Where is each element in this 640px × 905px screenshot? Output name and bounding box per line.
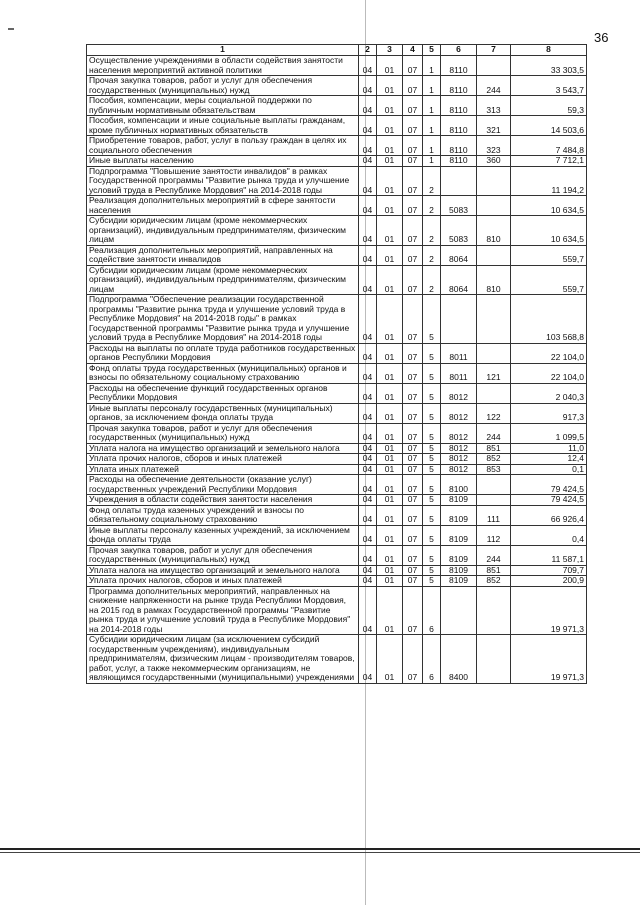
table-row (87, 166, 587, 196)
expense-type-code (477, 635, 511, 684)
subprogram-code: 6 (423, 586, 441, 635)
subsection-code: 01 (377, 383, 403, 403)
subsection-code: 01 (377, 96, 403, 116)
program-code: 07 (403, 96, 423, 116)
row-name: Расходы на обеспечение деятельности (оказание услуг) государственных учреждений Республики Мордовия (87, 475, 359, 495)
subsection-code: 01 (377, 525, 403, 545)
section-code: 04 (359, 295, 377, 344)
row-name: Подпрограмма "Обеспечение реализации государственной программы "Развитие рынка труда и улучшение условий труда в Республике Мордовия" на 2014-2018 годы" в рамках Государственной программы "Развитие рынка труда и улучшение условий труда в Республике Мордовия" на 2014-2018 годы (87, 295, 359, 344)
scan-mark (8, 28, 14, 30)
expense-type-code: 244 (477, 423, 511, 443)
expense-type-code: 852 (477, 576, 511, 587)
table-row (87, 525, 587, 545)
subprogram-code: 1 (423, 116, 441, 136)
subsection-code: 01 (377, 245, 403, 265)
program-code: 07 (403, 423, 423, 443)
subsection-code: 01 (377, 454, 403, 465)
subsection-code: 01 (377, 495, 403, 506)
subsection-code: 01 (377, 363, 403, 383)
row-name: Уплата налога на имущество организаций и земельного налога (87, 443, 359, 454)
row-name: Иные выплаты населению (87, 156, 359, 167)
expense-type-code (477, 166, 511, 196)
subsection-code: 01 (377, 586, 403, 635)
row-name: Субсидии юридическим лицам (кроме некоммерческих организаций), индивидуальным предпринимателям, физическим лицам (87, 265, 359, 295)
expense-type-code (477, 586, 511, 635)
amount: 200,9 (511, 576, 587, 587)
article-code: 8064 (441, 265, 477, 295)
program-code: 07 (403, 635, 423, 684)
table-row (87, 635, 587, 684)
page-number: 36 (594, 30, 609, 45)
program-code: 07 (403, 383, 423, 403)
table-row (87, 216, 587, 246)
column-header: 2 (359, 45, 377, 56)
program-code: 07 (403, 505, 423, 525)
section-code: 04 (359, 216, 377, 246)
program-code: 07 (403, 136, 423, 156)
article-code: 8109 (441, 576, 477, 587)
subprogram-code: 1 (423, 136, 441, 156)
program-code: 07 (403, 295, 423, 344)
section-code: 04 (359, 156, 377, 167)
row-name: Подпрограмма "Повышение занятости инвалидов" в рамках Государственной программы "Развитие рынка труда и улучшение условий труда в Республике Мордовия" на 2014-2018 годы (87, 166, 359, 196)
section-code: 04 (359, 565, 377, 576)
subprogram-code: 2 (423, 216, 441, 246)
section-code: 04 (359, 475, 377, 495)
subsection-code: 01 (377, 116, 403, 136)
expense-type-code: 851 (477, 565, 511, 576)
expense-type-code: 810 (477, 265, 511, 295)
amount: 7 484,8 (511, 136, 587, 156)
article-code (441, 166, 477, 196)
amount: 66 926,4 (511, 505, 587, 525)
row-name: Прочая закупка товаров, работ и услуг для обеспечения государственных (муниципальных) нужд (87, 423, 359, 443)
subsection-code: 01 (377, 295, 403, 344)
expense-type-code: 244 (477, 545, 511, 565)
expense-type-code (477, 343, 511, 363)
subprogram-code: 5 (423, 576, 441, 587)
expense-type-code: 313 (477, 96, 511, 116)
subprogram-code: 5 (423, 443, 441, 454)
column-header: 6 (441, 45, 477, 56)
subprogram-code: 5 (423, 525, 441, 545)
article-code: 8011 (441, 343, 477, 363)
article-code: 8012 (441, 383, 477, 403)
article-code: 8109 (441, 495, 477, 506)
table-row (87, 136, 587, 156)
article-code: 8109 (441, 525, 477, 545)
section-code: 04 (359, 383, 377, 403)
article-code: 8012 (441, 443, 477, 454)
section-code: 04 (359, 136, 377, 156)
row-name: Уплата налога на имущество организаций и земельного налога (87, 565, 359, 576)
subprogram-code: 1 (423, 96, 441, 116)
amount: 19 971,3 (511, 586, 587, 635)
scan-border-line (0, 848, 640, 850)
subprogram-code: 2 (423, 265, 441, 295)
amount: 79 424,5 (511, 475, 587, 495)
subprogram-code: 5 (423, 343, 441, 363)
amount: 709,7 (511, 565, 587, 576)
section-code: 04 (359, 464, 377, 475)
header-row (87, 45, 587, 56)
subsection-code: 01 (377, 216, 403, 246)
table-row (87, 245, 587, 265)
expense-type-code: 360 (477, 156, 511, 167)
subsection-code: 01 (377, 343, 403, 363)
expense-type-code (477, 475, 511, 495)
program-code: 07 (403, 265, 423, 295)
amount: 12,4 (511, 454, 587, 465)
section-code: 04 (359, 423, 377, 443)
article-code: 8109 (441, 545, 477, 565)
amount: 0,4 (511, 525, 587, 545)
table-row (87, 156, 587, 167)
subprogram-code: 5 (423, 363, 441, 383)
section-code: 04 (359, 96, 377, 116)
amount: 19 971,3 (511, 635, 587, 684)
amount: 33 303,5 (511, 56, 587, 76)
subsection-code: 01 (377, 166, 403, 196)
table-row (87, 116, 587, 136)
amount: 22 104,0 (511, 363, 587, 383)
section-code: 04 (359, 245, 377, 265)
table-row (87, 545, 587, 565)
article-code: 8012 (441, 454, 477, 465)
amount: 0,1 (511, 464, 587, 475)
expense-type-code: 122 (477, 403, 511, 423)
column-header: 3 (377, 45, 403, 56)
program-code: 07 (403, 363, 423, 383)
budget-table (86, 44, 587, 684)
program-code: 07 (403, 525, 423, 545)
subsection-code: 01 (377, 635, 403, 684)
program-code: 07 (403, 343, 423, 363)
amount: 559,7 (511, 265, 587, 295)
table-row (87, 295, 587, 344)
program-code: 07 (403, 56, 423, 76)
subsection-code: 01 (377, 464, 403, 475)
subsection-code: 01 (377, 136, 403, 156)
section-code: 04 (359, 635, 377, 684)
article-code: 8012 (441, 423, 477, 443)
program-code: 07 (403, 76, 423, 96)
article-code: 8110 (441, 156, 477, 167)
amount: 2 040,3 (511, 383, 587, 403)
amount: 14 503,6 (511, 116, 587, 136)
article-code (441, 586, 477, 635)
program-code: 07 (403, 196, 423, 216)
program-code: 07 (403, 245, 423, 265)
row-name: Субсидии юридическим лицам (за исключением субсидий государственным учреждениям), индивидуальным предпринимателям, физическим лицам - производителям товаров, работ, услуг, а также некоммерческим организациям, не являющимся государственными (муниципальными) учреждениями (87, 635, 359, 684)
expense-type-code: 810 (477, 216, 511, 246)
subprogram-code: 5 (423, 545, 441, 565)
table-row (87, 475, 587, 495)
row-name: Прочая закупка товаров, работ и услуг для обеспечения государственных (муниципальных) нужд (87, 545, 359, 565)
program-code: 07 (403, 576, 423, 587)
row-name: Иные выплаты персоналу государственных (муниципальных) органов, за исключением фонда оплаты труда (87, 403, 359, 423)
expense-type-code (477, 495, 511, 506)
program-code: 07 (403, 454, 423, 465)
subsection-code: 01 (377, 265, 403, 295)
section-code: 04 (359, 505, 377, 525)
subprogram-code: 5 (423, 565, 441, 576)
subsection-code: 01 (377, 156, 403, 167)
article-code: 8110 (441, 116, 477, 136)
program-code: 07 (403, 443, 423, 454)
row-name: Расходы на обеспечение функций государственных органов Республики Мордовия (87, 383, 359, 403)
section-code: 04 (359, 56, 377, 76)
subsection-code: 01 (377, 443, 403, 454)
expense-type-code: 851 (477, 443, 511, 454)
subsection-code: 01 (377, 196, 403, 216)
subsection-code: 01 (377, 576, 403, 587)
scan-border-line (0, 852, 640, 853)
table-row (87, 403, 587, 423)
amount: 11 587,1 (511, 545, 587, 565)
table-row (87, 343, 587, 363)
amount: 103 568,8 (511, 295, 587, 344)
program-code: 07 (403, 565, 423, 576)
expense-type-code (477, 196, 511, 216)
amount: 1 099,5 (511, 423, 587, 443)
section-code: 04 (359, 576, 377, 587)
expense-type-code (477, 383, 511, 403)
row-name: Фонд оплаты труда казенных учреждений и взносы по обязательному социальному страхованию (87, 505, 359, 525)
article-code: 8064 (441, 245, 477, 265)
amount: 79 424,5 (511, 495, 587, 506)
article-code: 8012 (441, 403, 477, 423)
amount: 11,0 (511, 443, 587, 454)
subprogram-code: 5 (423, 403, 441, 423)
subprogram-code: 5 (423, 505, 441, 525)
table-row (87, 505, 587, 525)
subprogram-code: 5 (423, 423, 441, 443)
program-code: 07 (403, 403, 423, 423)
program-code: 07 (403, 475, 423, 495)
section-code: 04 (359, 454, 377, 465)
column-header: 5 (423, 45, 441, 56)
subprogram-code: 6 (423, 635, 441, 684)
table-row (87, 56, 587, 76)
row-name: Пособия, компенсации и иные социальные выплаты гражданам, кроме публичных нормативных обязательств (87, 116, 359, 136)
amount: 917,3 (511, 403, 587, 423)
amount: 22 104,0 (511, 343, 587, 363)
expense-type-code: 323 (477, 136, 511, 156)
row-name: Программа дополнительных мероприятий, направленных на снижение напряженности на рынке труда Республики Мордовия, на 2015 год в рамках Государственной программы "Развитие рынка труда и улучшение условий труда в Республике Мордовия" на 2014-2018 годы (87, 586, 359, 635)
expense-type-code: 321 (477, 116, 511, 136)
expense-type-code: 112 (477, 525, 511, 545)
section-code: 04 (359, 495, 377, 506)
section-code: 04 (359, 196, 377, 216)
row-name: Уплата прочих налогов, сборов и иных платежей (87, 576, 359, 587)
table-row (87, 383, 587, 403)
row-name: Иные выплаты персоналу казенных учреждений, за исключением фонда оплаты труда (87, 525, 359, 545)
subsection-code: 01 (377, 545, 403, 565)
amount: 10 634,5 (511, 196, 587, 216)
program-code: 07 (403, 216, 423, 246)
row-name: Приобретение товаров, работ, услуг в пользу граждан в целях их социального обеспечения (87, 136, 359, 156)
row-name: Фонд оплаты труда государственных (муниципальных) органов и взносы по обязательному социальному страхованию (87, 363, 359, 383)
column-header: 1 (87, 45, 359, 56)
article-code: 8012 (441, 464, 477, 475)
program-code: 07 (403, 495, 423, 506)
column-header: 4 (403, 45, 423, 56)
subsection-code: 01 (377, 403, 403, 423)
column-header: 7 (477, 45, 511, 56)
section-code: 04 (359, 545, 377, 565)
expense-type-code (477, 245, 511, 265)
subprogram-code: 1 (423, 56, 441, 76)
subsection-code: 01 (377, 76, 403, 96)
table-row (87, 96, 587, 116)
table-row (87, 586, 587, 635)
expense-type-code: 853 (477, 464, 511, 475)
article-code: 8110 (441, 76, 477, 96)
row-name: Уплата прочих налогов, сборов и иных платежей (87, 454, 359, 465)
expense-type-code (477, 56, 511, 76)
expense-type-code: 852 (477, 454, 511, 465)
article-code: 8110 (441, 96, 477, 116)
article-code: 8109 (441, 505, 477, 525)
table-row (87, 576, 587, 587)
expense-type-code: 244 (477, 76, 511, 96)
subprogram-code: 5 (423, 295, 441, 344)
row-name: Пособия, компенсации, меры социальной поддержки по публичным нормативным обязательствам (87, 96, 359, 116)
subprogram-code: 2 (423, 196, 441, 216)
article-code: 8110 (441, 136, 477, 156)
column-header: 8 (511, 45, 587, 56)
section-code: 04 (359, 265, 377, 295)
row-name: Расходы на выплаты по оплате труда работников государственных органов Республики Мордовия (87, 343, 359, 363)
section-code: 04 (359, 443, 377, 454)
program-code: 07 (403, 464, 423, 475)
subsection-code: 01 (377, 505, 403, 525)
program-code: 07 (403, 586, 423, 635)
program-code: 07 (403, 156, 423, 167)
subprogram-code: 5 (423, 475, 441, 495)
expense-type-code: 111 (477, 505, 511, 525)
section-code: 04 (359, 586, 377, 635)
section-code: 04 (359, 525, 377, 545)
table-row (87, 363, 587, 383)
section-code: 04 (359, 76, 377, 96)
expense-type-code (477, 295, 511, 344)
program-code: 07 (403, 166, 423, 196)
article-code (441, 295, 477, 344)
amount: 3 543,7 (511, 76, 587, 96)
subsection-code: 01 (377, 423, 403, 443)
table-row (87, 196, 587, 216)
article-code: 5083 (441, 196, 477, 216)
table-row (87, 495, 587, 506)
table-row (87, 464, 587, 475)
row-name: Учреждения в области содействия занятости населения (87, 495, 359, 506)
subprogram-code: 5 (423, 383, 441, 403)
section-code: 04 (359, 363, 377, 383)
subprogram-code: 2 (423, 166, 441, 196)
subprogram-code: 2 (423, 245, 441, 265)
article-code: 8400 (441, 635, 477, 684)
subprogram-code: 5 (423, 454, 441, 465)
subprogram-code: 5 (423, 495, 441, 506)
article-code: 8110 (441, 56, 477, 76)
subsection-code: 01 (377, 475, 403, 495)
row-name: Прочая закупка товаров, работ и услуг для обеспечения государственных (муниципальных) нужд (87, 76, 359, 96)
row-name: Субсидии юридическим лицам (кроме некоммерческих организаций), индивидуальным предпринимателям, физическим лицам (87, 216, 359, 246)
subsection-code: 01 (377, 565, 403, 576)
amount: 10 634,5 (511, 216, 587, 246)
subsection-code: 01 (377, 56, 403, 76)
table-row (87, 76, 587, 96)
row-name: Реализация дополнительных мероприятий, направленных на содействие занятости инвалидов (87, 245, 359, 265)
article-code: 8011 (441, 363, 477, 383)
table-row (87, 565, 587, 576)
amount: 11 194,2 (511, 166, 587, 196)
amount: 559,7 (511, 245, 587, 265)
article-code: 8100 (441, 475, 477, 495)
expense-type-code: 121 (477, 363, 511, 383)
section-code: 04 (359, 403, 377, 423)
program-code: 07 (403, 545, 423, 565)
table-row (87, 265, 587, 295)
row-name: Реализация дополнительных мероприятий в сфере занятости населения (87, 196, 359, 216)
subprogram-code: 5 (423, 464, 441, 475)
table-row (87, 443, 587, 454)
section-code: 04 (359, 116, 377, 136)
article-code: 5083 (441, 216, 477, 246)
row-name: Уплата иных платежей (87, 464, 359, 475)
row-name: Осуществление учреждениями в области содействия занятости населения мероприятий активной политики (87, 56, 359, 76)
amount: 7 712,1 (511, 156, 587, 167)
subprogram-code: 1 (423, 156, 441, 167)
amount: 59,3 (511, 96, 587, 116)
subprogram-code: 1 (423, 76, 441, 96)
section-code: 04 (359, 166, 377, 196)
program-code: 07 (403, 116, 423, 136)
table-row (87, 454, 587, 465)
table-row (87, 423, 587, 443)
article-code: 8109 (441, 565, 477, 576)
section-code: 04 (359, 343, 377, 363)
